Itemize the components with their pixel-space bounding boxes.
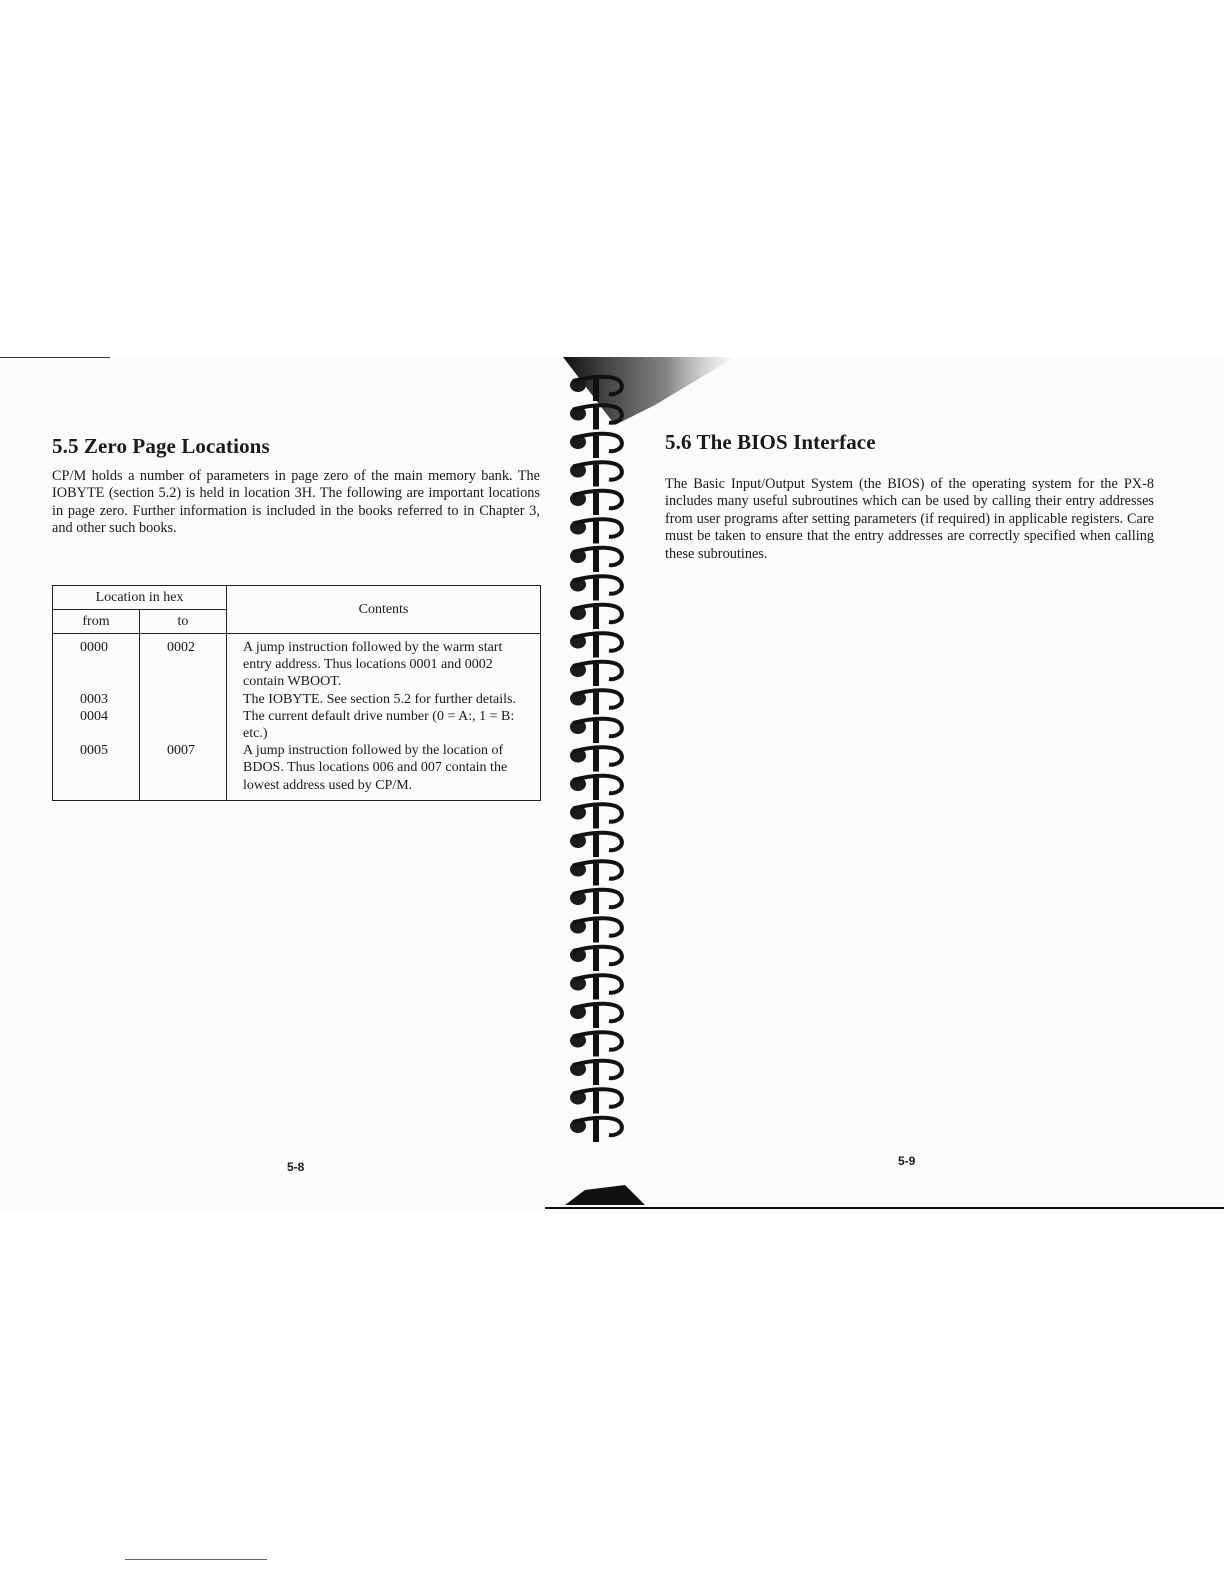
binding-ring: [570, 804, 622, 828]
cell-contents: A jump instruction followed by the location of BDOS. Thus locations 006 and 007 contain the lowest address used by CP/M.: [227, 742, 541, 800]
section-paragraph-5-5: CP/M holds a number of parameters in page zero of the main memory bank. The IOBYTE (section 5.2) is held in location 3H. The following are important locations in page zero. Further information is included in the books referred to in Chapter 3, and other such books.: [52, 468, 540, 537]
section-heading-5-5: 5.5 Zero Page Locations: [52, 434, 270, 458]
page-edge-line: [0, 357, 110, 358]
page-number-left: 5-8: [287, 1160, 305, 1174]
cell-contents: A jump instruction followed by the warm start entry address. Thus locations 0001 and 0002 contain WBOOT.: [227, 634, 541, 691]
cell-from: 0003: [53, 691, 140, 708]
binding-ring: [570, 918, 622, 942]
binding-ring: [570, 1061, 622, 1085]
cell-from: 0005: [53, 742, 140, 800]
table-row: [53, 634, 541, 691]
binding-ring: [570, 1004, 622, 1028]
binding-ring: [570, 605, 622, 629]
cell-contents: The current default drive number (0 = A:, 1 = B: etc.): [227, 708, 541, 742]
cell-from: 0004: [53, 708, 140, 742]
cell-from: 0000: [53, 634, 140, 691]
binding-ring: [570, 776, 622, 800]
table-row: [53, 742, 541, 800]
binding-ring: [570, 690, 622, 714]
binding-ring: [570, 1032, 622, 1056]
binding-ring: [570, 975, 622, 999]
binding-ring: [570, 662, 622, 686]
blue-rule: [125, 1559, 267, 1560]
table-row: [53, 691, 541, 708]
zero-page-table: [52, 585, 541, 801]
cell-to: [140, 708, 227, 742]
binding-ring: [570, 576, 622, 600]
cell-contents: The IOBYTE. See section 5.2 for further details.: [227, 691, 541, 708]
binding-ring: [570, 462, 622, 486]
binding-ring: [570, 434, 622, 458]
page-number-right: 5-9: [898, 1154, 916, 1168]
binding-ring: [570, 719, 622, 743]
binding-ring: [570, 861, 622, 885]
binding-ring: [570, 1089, 622, 1113]
binding-shadow-bottom: [565, 1185, 645, 1205]
section-paragraph-5-6: The Basic Input/Output System (the BIOS) of the operating system for the PX-8 includes many useful subroutines which can be used by calling their entry addresses from user programs after setting parameters (if required) in applicable registers. Care must be taken to ensure that the entry addresses are correctly specified when calling these subroutines.: [665, 476, 1154, 562]
binding-ring: [570, 491, 622, 515]
cell-to: 0007: [140, 742, 227, 800]
section-heading-5-6: 5.6 The BIOS Interface: [665, 430, 876, 454]
binding-ring: [570, 1118, 622, 1142]
binding-ring: [570, 890, 622, 914]
cell-to: [140, 691, 227, 708]
cell-to: 0002: [140, 634, 227, 691]
binding-ring: [570, 519, 622, 543]
binding-rings: [570, 377, 622, 1142]
binding-ring: [570, 747, 622, 771]
table-header-contents: Contents: [227, 586, 541, 634]
binding-shadow-top: [563, 357, 735, 425]
binding-ring: [570, 833, 622, 857]
binding-ring: [570, 947, 622, 971]
table-header-from: from: [53, 610, 140, 634]
binding-ring: [570, 548, 622, 572]
table-row: [53, 708, 541, 742]
binding-ring: [570, 633, 622, 657]
table-group-header: Location in hex: [53, 586, 227, 610]
table-header-to: to: [140, 610, 227, 634]
